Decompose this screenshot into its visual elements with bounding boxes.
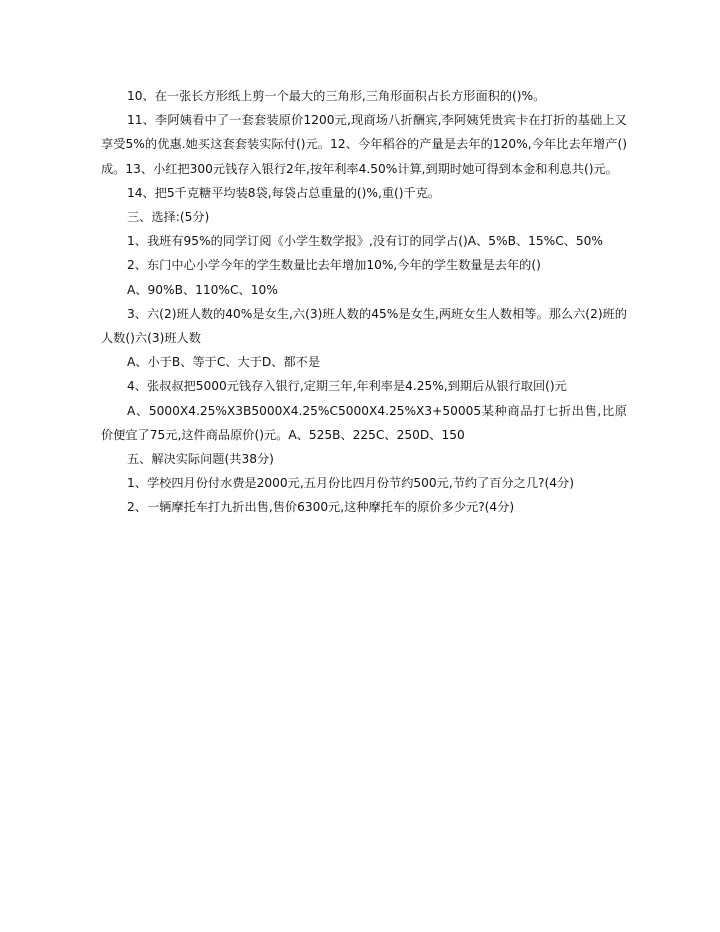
choice-question-2: 2、东门中心小学今年的学生数量比去年增加10%,今年的学生数量是去年的(): [127, 258, 541, 273]
questions-11-13: 11、李阿姨看中了一套套装原价1200元,现商场八折酬宾,李阿姨凭贵宾卡在打折的基础上又享受5%的优惠.她买这套套装实际付()元。12、今年稻谷的产量是去年的120%,今年比去年增产()成。13、小红把300元钱存入银行2年,按年利率4.50%计算,到期时她可得到本金和利息共()元。: [101, 113, 627, 176]
choice-question-2-options: A、90%B、110%C、10%: [127, 282, 278, 297]
problem-1: 1、学校四月份付水费是2000元,五月份比四月份节约500元,节约了百分之几?(4分): [127, 476, 574, 491]
problem-2: 2、一辆摩托车打九折出售,售价6300元,这种摩托车的原价多少元?(4分): [127, 500, 515, 515]
section-heading-problems: 五、解决实际问题(共38分): [127, 452, 274, 467]
choice-question-4: 4、张叔叔把5000元钱存入银行,定期三年,年利率是4.25%,到期后从银行取回()元: [127, 379, 567, 394]
choice-question-1: 1、我班有95%的同学订阅《小学生数学报》,没有订的同学占()A、5%B、15%C、50%: [127, 234, 604, 249]
document-body: [101, 84, 627, 520]
question-14: 14、把5千克糖平均装8袋,每袋占总重量的()%,重()千克。: [127, 185, 441, 200]
section-heading-choice: 三、选择:(5分): [127, 210, 210, 225]
choice-question-3-options: A、小于B、等于C、大于D、都不是: [127, 355, 321, 370]
choice-question-3: 3、六(2)班人数的40%是女生,六(3)班人数的45%是女生,两班女生人数相等。那么六(2)班的人数()六(3)班人数: [101, 306, 627, 346]
choice-question-4-5: A、5000X4.25%X3B5000X4.25%C5000X4.25%X3+50005某种商品打七折出售,比原价便宜了75元,这件商品原价()元。A、525B、225C、250D、150: [101, 403, 627, 442]
question-10: 10、在一张长方形纸上剪一个最大的三角形,三角形面积占长方形面积的()%。: [127, 89, 546, 103]
